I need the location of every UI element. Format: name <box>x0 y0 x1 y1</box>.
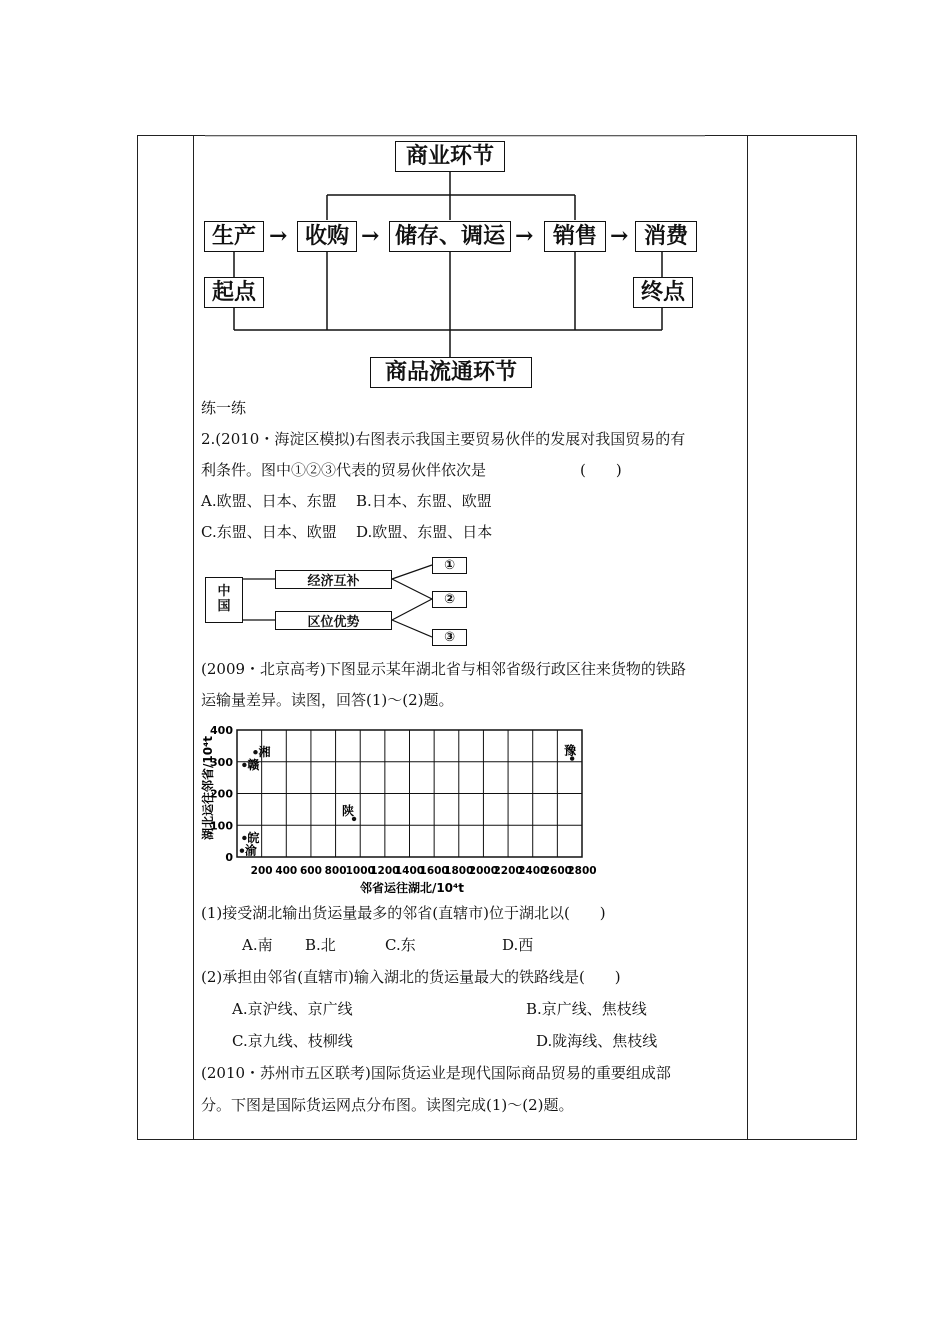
x-tick-label: 600 <box>299 865 322 877</box>
data-point-label: 赣 <box>247 757 260 772</box>
partner-3-box: ③ <box>432 629 467 646</box>
x-tick-label: 2800 <box>567 865 597 877</box>
question-4-intro-line1: (2010・苏州市五区联考)国际货运业是现代国际商品贸易的重要组成部 <box>201 1064 671 1082</box>
x-axis-label: 邻省运往湖北/10⁴t <box>359 881 465 895</box>
partner-2-box: ② <box>432 591 467 608</box>
start-point-box: 起点 <box>204 277 264 308</box>
sub2-option-c: C.京九线、枝柳线 <box>232 1032 353 1050</box>
x-tick-label: 2600 <box>542 865 572 877</box>
arrow-2: → <box>361 223 380 249</box>
arrow-4: → <box>610 223 629 249</box>
arrow-3: → <box>515 223 534 249</box>
x-tick-label: 1600 <box>419 865 449 877</box>
question-2-text-line2: 利条件。图中①②③代表的贸易伙伴依次是 <box>201 461 487 479</box>
table-column-divider-left <box>193 135 194 1140</box>
x-tick-label: 1200 <box>370 865 400 877</box>
question-2-option-d: D.欧盟、东盟、日本 <box>356 523 493 541</box>
arrow-1: → <box>269 223 288 249</box>
y-tick-label: 0 <box>225 851 233 864</box>
question-2-option-c: C.东盟、日本、欧盟 <box>201 523 337 541</box>
y-tick-label: 300 <box>210 755 233 769</box>
chart-grid <box>237 730 582 857</box>
purchase-box: 收购 <box>297 221 357 252</box>
y-tick-label: 100 <box>210 819 233 833</box>
data-point <box>240 848 244 852</box>
china-box <box>205 577 243 623</box>
x-tick-label: 2000 <box>468 865 499 877</box>
question-3-sub1-text: (1)接受湖北输出货运量最多的邻省(直辖市)位于湖北以( ) <box>201 904 606 922</box>
chart-points <box>240 743 576 858</box>
sales-box: 销售 <box>544 221 606 252</box>
location-advantage-box: 区位优势 <box>275 611 392 630</box>
partner-1-box: ① <box>432 557 467 574</box>
sub2-option-d: D.陇海线、焦枝线 <box>536 1032 658 1050</box>
rail-transport-scatter-chart <box>200 722 610 902</box>
data-point <box>242 836 246 840</box>
x-tick-label: 2200 <box>493 865 523 877</box>
china-char-2: 国 <box>217 599 231 614</box>
x-tick-label: 1400 <box>394 865 425 877</box>
sub1-option-c: C.东 <box>385 936 416 954</box>
data-point-label: 陕 <box>342 803 355 818</box>
commerce-stage-box: 商业环节 <box>395 141 505 172</box>
question-3-intro-line1: (2009・北京高考)下图显示某年湖北省与相邻省级行政区往来货物的铁路 <box>201 660 686 678</box>
sub2-option-b: B.京广线、焦枝线 <box>526 1000 647 1018</box>
x-axis-ticks <box>251 865 597 877</box>
storage-transport-box: 储存、调运 <box>389 221 511 252</box>
data-point-label: 渝 <box>244 843 257 858</box>
circulation-stage-box: 商品流通环节 <box>370 357 532 388</box>
end-point-box: 终点 <box>633 277 693 308</box>
question-2-option-b: B.日本、东盟、欧盟 <box>356 492 492 510</box>
x-tick-label: 400 <box>275 865 298 877</box>
data-point-label: 豫 <box>564 743 577 758</box>
y-tick-label: 200 <box>210 787 233 801</box>
x-tick-label: 2400 <box>518 865 548 877</box>
x-tick-label: 800 <box>324 865 347 877</box>
data-point-label: 湘 <box>258 745 271 760</box>
question-2-text-line1: 2.(2010・海淀区模拟)右图表示我国主要贸易伙伴的发展对我国贸易的有 <box>201 430 686 448</box>
sub1-option-d: D.西 <box>502 936 534 954</box>
x-tick-label: 1800 <box>444 865 474 877</box>
table-column-divider-right <box>747 135 748 1140</box>
sub1-option-b: B.北 <box>305 936 336 954</box>
flow-connector-lines <box>195 135 715 395</box>
x-tick-label: 200 <box>250 865 273 877</box>
practice-heading: 练一练 <box>201 399 247 417</box>
china-char-1: 中 <box>217 584 231 600</box>
question-3-sub2-text: (2)承担由邻省(直辖市)输入湖北的货运量最大的铁路线是( ) <box>201 968 621 986</box>
question-2-answer-blank: ( ) <box>580 461 622 479</box>
question-4-intro-line2: 分。下图是国际货运网点分布图。读图完成(1)～(2)题。 <box>201 1096 574 1114</box>
sub1-option-a: A.南 <box>242 936 273 954</box>
sub2-option-a: A.京沪线、京广线 <box>232 1000 353 1018</box>
question-3-intro-line2: 运输量差异。读图，回答(1)～(2)题。 <box>201 691 454 709</box>
x-tick-label: 1000 <box>345 865 375 877</box>
data-point-label: 皖 <box>247 830 260 845</box>
question-2-option-a: A.欧盟、日本、东盟 <box>201 492 337 510</box>
production-box: 生产 <box>204 221 264 252</box>
y-axis-label: 湖北运往邻省/10⁴t <box>201 735 215 841</box>
data-point <box>242 763 246 767</box>
economic-complement-box: 经济互补 <box>275 570 392 589</box>
consumption-box: 消费 <box>635 221 697 252</box>
data-point <box>253 750 257 754</box>
y-tick-label: 400 <box>210 724 233 737</box>
